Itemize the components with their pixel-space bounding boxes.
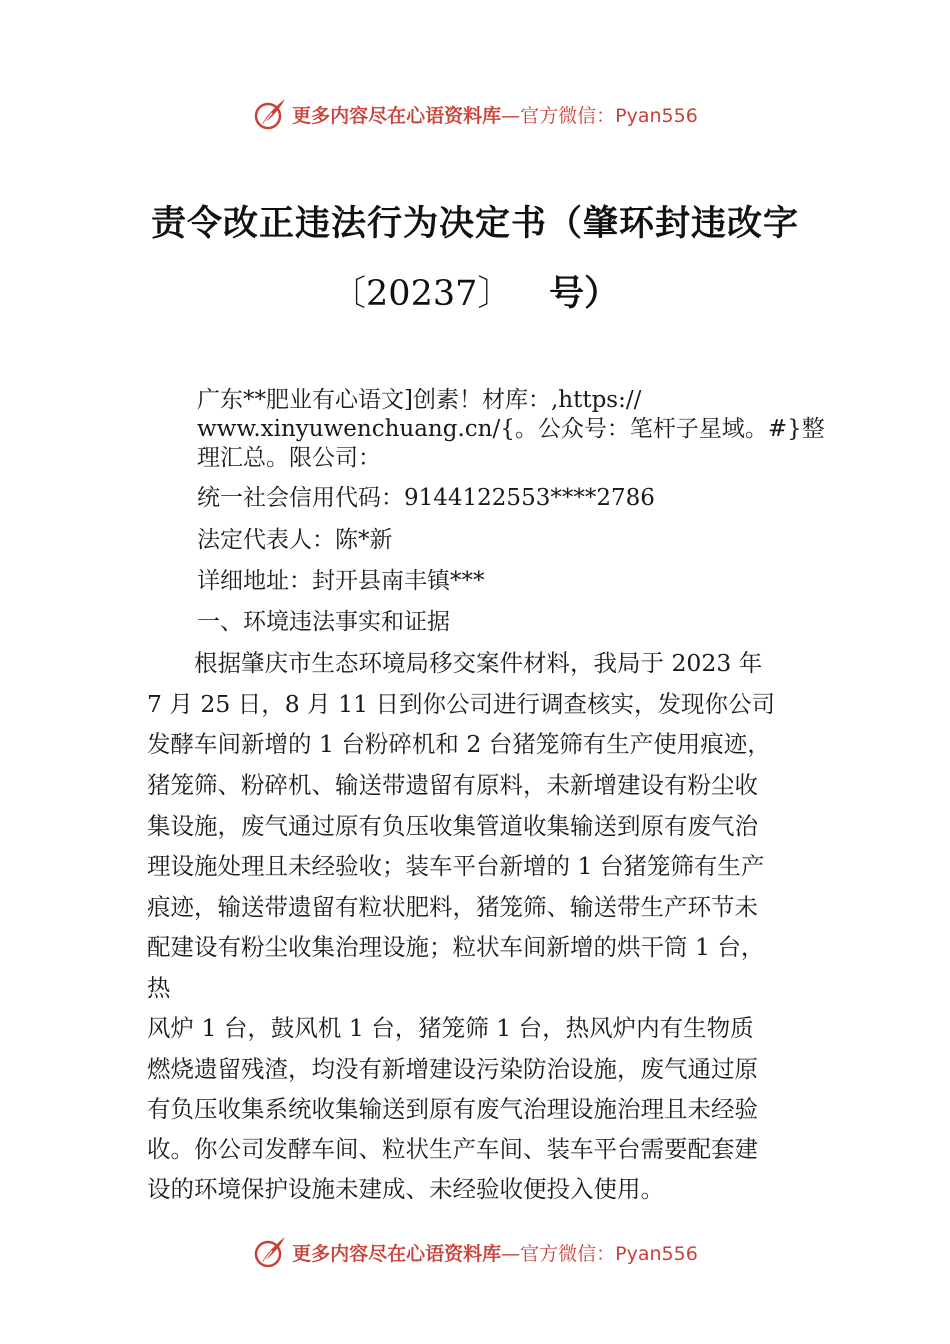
company-line: 理汇总。限公司： [197, 445, 381, 471]
body-line: 风炉 1 台，鼓风机 1 台，猪笼筛 1 台，热风炉内有生物质 [147, 1014, 754, 1042]
body-line: 有负压收集系统收集输送到原有废气治理设施治理且未经验 [147, 1095, 758, 1123]
header-banner [0, 94, 950, 134]
body-line: 配建设有粉尘收集治理设施；粒状车间新增的烘干筒 1 台， [147, 933, 765, 961]
quill-logo-icon [252, 1234, 288, 1270]
body-line: 7 月 25 日，8 月 11 日到你公司进行调查核实，发现你公司 [147, 690, 776, 718]
body-line: 发酵车间新增的 1 台粉碎机和 2 台猪笼筛有生产使用痕迹， [147, 730, 771, 758]
body-line: 根据肇庆市生态环境局移交案件材料，我局于 2023 年 [147, 649, 763, 677]
section-heading: 一、环境违法事实和证据 [197, 609, 450, 635]
body-line: 痕迹，输送带遗留有粒状肥料，猪笼筛、输送带生产环节未 [147, 893, 758, 921]
company-line: 广东**肥业有心语文]创素！材库：,https:// [197, 387, 642, 413]
footer-banner [0, 1232, 950, 1272]
company-line: www.xinyuwenchuang.cn/{。公众号：笔杆子星域。#}整 [197, 416, 825, 442]
body-line: 热 [147, 974, 171, 1002]
body-line: 收。你公司发酵车间、粒状生产车间、装车平台需要配套建 [147, 1135, 758, 1163]
quill-logo-icon [252, 96, 288, 132]
body-line: 燃烧遗留残渣，均没有新增建设污染防治设施，废气通过原 [147, 1055, 758, 1083]
banner-brand-text: 更多内容尽在心语资料库 [292, 1242, 502, 1265]
company-name-block [197, 386, 837, 473]
document-title-line2 [0, 266, 950, 316]
banner-brand-text: 更多内容尽在心语资料库 [292, 104, 502, 127]
credit-code: 统一社会信用代码：9144122553****2786 [197, 485, 655, 511]
body-line: 猪笼筛、粉碎机、输送带遗留有原料，未新增建设有粉尘收 [147, 771, 758, 799]
document-title-line1: 责令改正违法行为决定书（肇环封违改字 [150, 203, 799, 244]
body-line: 设的环境保护设施未建成、未经验收便投入使用。 [147, 1175, 664, 1203]
legal-representative: 法定代表人：陈*新 [197, 527, 393, 553]
title-bracket-open: 〔 [331, 274, 367, 314]
title-bracket-close: 〕 [477, 274, 513, 314]
body-line: 集设施，废气通过原有负压收集管道收集输送到原有废气治 [147, 812, 758, 840]
body-line: 理设施处理且未经验收；装车平台新增的 1 台猪笼筛有生产 [147, 852, 765, 880]
banner-wechat-text: —官方微信：Pyan556 [501, 104, 698, 127]
banner-wechat-text: —官方微信：Pyan556 [501, 1242, 698, 1265]
title-hao: 号） [548, 273, 619, 314]
title-year: 20237 [366, 274, 478, 314]
address: 详细地址：封开县南丰镇*** [197, 568, 485, 594]
